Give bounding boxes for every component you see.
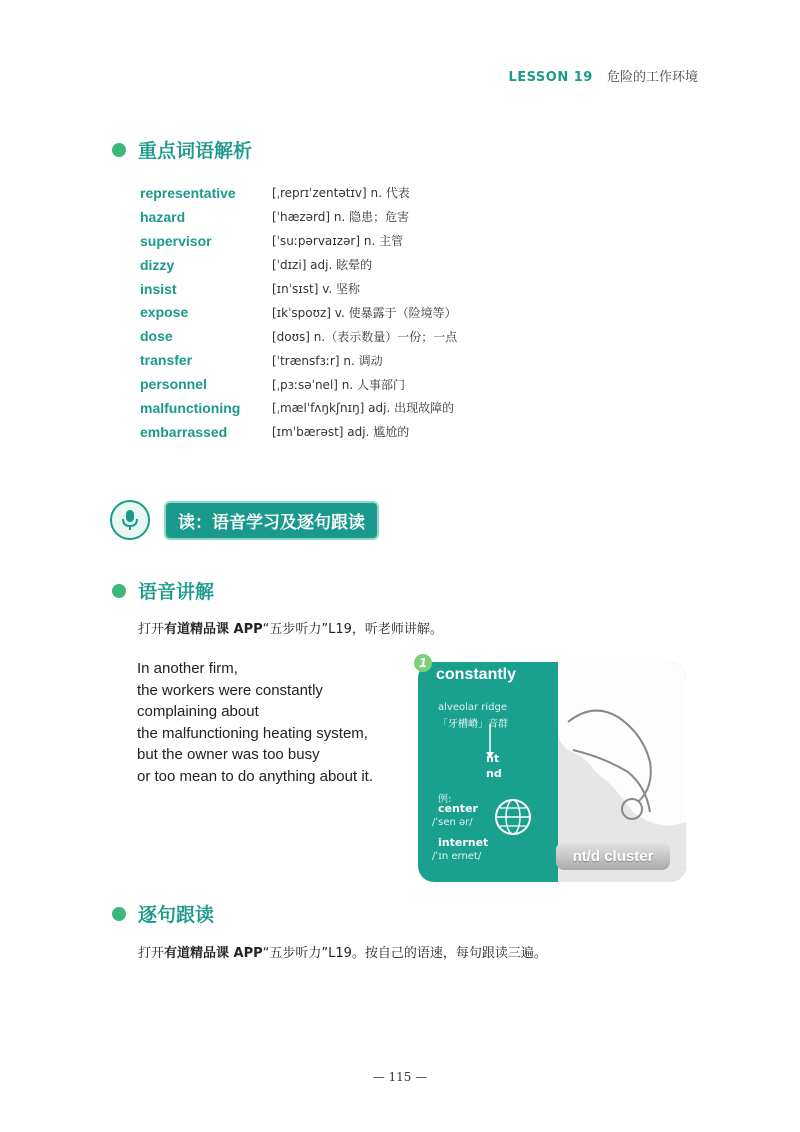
section-title: 重点词语解析 — [138, 140, 253, 162]
vocab-word: embarrassed — [140, 423, 228, 440]
nd-label: nd — [486, 767, 502, 780]
vocab-item — [140, 324, 457, 348]
vocab-definition: [ɪmˈbærəst] adj. 尴尬的 — [272, 425, 410, 440]
section-heading-shadowing — [112, 900, 214, 927]
app-name: 有道精品课 APP — [164, 622, 263, 637]
example-word: center — [438, 802, 478, 815]
vocab-item — [140, 229, 457, 253]
card-title: constantly — [436, 666, 517, 683]
instruction-text: 打开 — [138, 946, 165, 961]
vocab-item — [140, 420, 457, 444]
nt-label: nt — [486, 752, 500, 765]
vocab-definition: [ˈsuːpərvaɪzər] n. 主管 — [272, 234, 404, 249]
vocab-definition: [ˌreprɪˈzentətɪv] n. 代表 — [272, 186, 410, 201]
vocab-item — [140, 396, 457, 420]
vocab-definition: [ˈhæzərd] n. 隐患；危害 — [272, 210, 410, 225]
section-heading-phonetics — [112, 577, 214, 604]
section-heading-vocab — [112, 136, 252, 163]
example-label: 例: — [438, 794, 452, 805]
instruction-phonetics — [138, 618, 443, 637]
vocab-definition: [ɪkˈspoʊz] v. 使暴露于（险境等） — [272, 305, 457, 320]
section-title: 语音讲解 — [138, 581, 215, 603]
example-ipa: /ˈsen ər/ — [432, 817, 473, 828]
banner-label: 读：语音学习及逐句跟读 — [164, 501, 379, 540]
example-word: internet — [438, 836, 489, 849]
reading-passage — [137, 658, 373, 788]
vocab-definition: [ˌmælˈfʌŋkʃnɪŋ] adj. 出现故障的 — [272, 401, 455, 416]
vocab-word: hazard — [140, 208, 186, 225]
reading-banner — [110, 500, 379, 540]
instruction-text: 打开 — [138, 622, 165, 637]
instruction-text: “五步听力”L19，听老师讲解。 — [262, 622, 443, 637]
vocab-item — [140, 205, 457, 229]
vocab-word: representative — [140, 184, 236, 201]
vocab-item — [140, 253, 457, 277]
running-header — [508, 66, 698, 85]
lesson-number: LESSON 19 — [508, 70, 593, 85]
vocab-word: expose — [140, 304, 189, 321]
vocab-definition: [ɪnˈsɪst] v. 坚称 — [272, 282, 361, 296]
vocab-word: transfer — [140, 352, 193, 369]
bullet-dot-icon — [112, 907, 126, 921]
passage-line: complaining about — [137, 703, 259, 721]
vocab-word: dose — [140, 328, 173, 345]
passage-line: the malfunctioning heating system, — [137, 724, 368, 742]
section-title: 逐句跟读 — [138, 904, 215, 926]
vocab-word: dizzy — [140, 256, 175, 273]
page-number: — 115 — — [372, 1070, 428, 1084]
example-ipa: /ˈɪn ernet/ — [432, 851, 482, 862]
vocab-definition: [ˌpɜːsəˈnel] n. 人事部门 — [272, 377, 406, 392]
vocab-item — [140, 372, 457, 396]
vocab-word: malfunctioning — [140, 399, 241, 416]
lesson-title: 危险的工作环境 — [606, 70, 698, 85]
vocab-item — [140, 300, 457, 324]
vocab-definition: [ˈtrænsfɜːr] n. 调动 — [272, 353, 383, 368]
passage-line: but the owner was too busy — [137, 746, 320, 764]
bullet-dot-icon — [112, 584, 126, 598]
passage-line: the workers were constantly — [137, 681, 323, 699]
alveolar-label: alveolar ridge — [438, 702, 508, 713]
alveolar-cn-label: 「牙槽嵴」音群 — [438, 719, 508, 730]
instruction-shadowing — [138, 942, 547, 961]
vocab-item — [140, 181, 457, 205]
vocab-item — [140, 277, 457, 301]
vocab-list — [140, 181, 457, 444]
vocab-definition: [ˈdɪzi] adj. 眩晕的 — [272, 258, 373, 273]
microphone-icon — [110, 500, 150, 540]
vocab-word: personnel — [140, 376, 207, 393]
card-number-badge: 1 — [414, 654, 432, 672]
passage-line: In another firm, — [137, 660, 238, 677]
app-name: 有道精品课 APP — [164, 946, 263, 961]
vocab-word: insist — [140, 280, 177, 297]
passage-line: or too mean to do anything about it. — [137, 767, 373, 785]
vocab-definition: [doʊs] n.（表示数量）一份；一点 — [272, 329, 458, 344]
bullet-dot-icon — [112, 143, 126, 157]
cluster-label: nt/d cluster — [556, 842, 670, 870]
vocab-word: supervisor — [140, 232, 212, 249]
instruction-text: “五步听力”L19。按自己的语速，每句跟读三遍。 — [262, 946, 547, 961]
phonetics-card — [418, 662, 686, 882]
vocab-item — [140, 348, 457, 372]
